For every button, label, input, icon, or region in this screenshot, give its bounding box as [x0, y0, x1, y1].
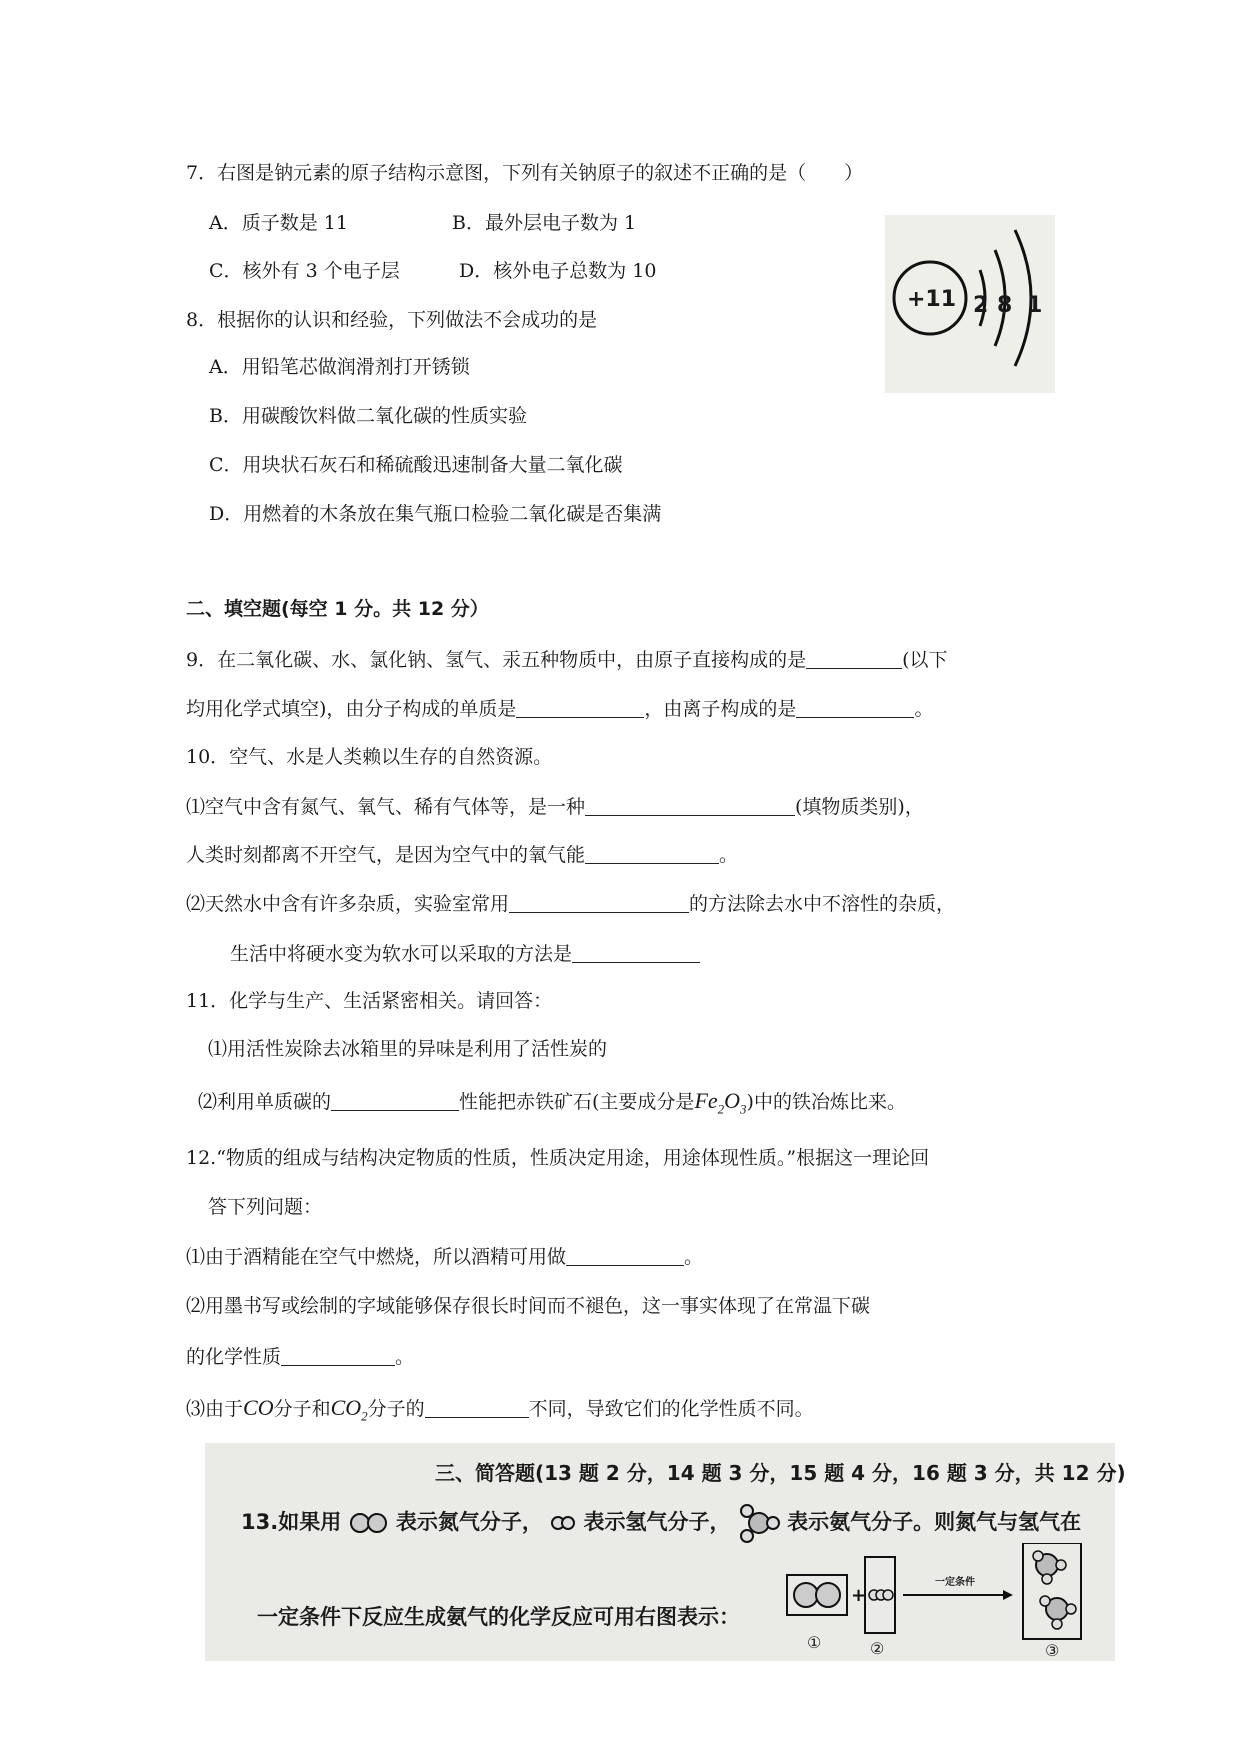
q12-part2-line2 — [186, 1347, 414, 1367]
q10-blank-1[interactable] — [585, 797, 795, 816]
q13-text-2: 表示氮气分子， — [395, 1510, 543, 1534]
q12-text-8: 不同，导致它们的化学性质不同。 — [528, 1398, 814, 1420]
section-3-title: 三、简答题(13 题 2 分，14 题 3 分，15 题 4 分，16 题 3 分，共 12 分) — [435, 1461, 1126, 1485]
q12-line-2: 答下列问题： — [208, 1196, 323, 1218]
nucleus-charge: +11 — [907, 287, 957, 312]
svg-text:+: + — [851, 1585, 867, 1606]
q12-part1 — [186, 1247, 703, 1267]
q9-text-4: ，由离子构成的是 — [644, 698, 797, 720]
ammonia-molecule-icon — [738, 1503, 780, 1543]
q10-text-5: ⑵天然水中含有许多杂质，实验室常用 — [186, 893, 510, 915]
formula-fe2o3: $Fe_2O_3$ — [694, 1088, 747, 1117]
q7-option-a: A．质子数是 11 — [209, 212, 348, 234]
q11-blank-1[interactable] — [331, 1092, 459, 1111]
q11-part1: ⑴用活性炭除去冰箱里的异味是利用了活性炭的 — [208, 1038, 608, 1060]
q12-blank-2[interactable] — [281, 1347, 395, 1366]
q13-line-2: 一定条件下反应生成氨气的化学反应可用右图表示： — [257, 1605, 740, 1629]
q12-part3 — [186, 1397, 814, 1422]
q10-text-2: (填物质类别)， — [795, 796, 924, 818]
q8-option-c: C．用块状石灰石和稀硫酸迅速制备大量二氧化碳 — [209, 454, 623, 476]
q11-stem: 11．化学与生产、生活紧密相关。请回答： — [186, 990, 553, 1012]
q10-blank-3[interactable] — [509, 894, 689, 913]
q10-text-7: 生活中将硬水变为软水可以采取的方法是 — [230, 943, 573, 965]
q10-text-1: ⑴空气中含有氮气、氧气、稀有气体等，是一种 — [186, 796, 586, 818]
q9-blank-2[interactable] — [516, 699, 644, 718]
q10-part1-line2 — [186, 845, 738, 865]
q11-text-3: )中的铁冶炼比来。 — [746, 1091, 906, 1113]
section-2-title: 二、填空题(每空 1 分。共 12 分） — [186, 598, 489, 620]
q10-part2-line2 — [230, 944, 700, 964]
q9-blank-3[interactable] — [796, 699, 914, 718]
q10-text-3: 人类时刻都离不开空气，是因为空气中的氧气能 — [186, 844, 586, 866]
q12-text-1: ⑴由于酒精能在空气中燃烧，所以酒精可用做 — [186, 1246, 567, 1268]
q11-part2 — [198, 1090, 906, 1115]
q12-blank-1[interactable] — [566, 1247, 684, 1266]
q12-text-6: 分子和 — [273, 1398, 331, 1420]
q13-line-1 — [241, 1503, 1081, 1543]
q13-text-1: 13.如果用 — [241, 1510, 342, 1534]
marker-2: ② — [870, 1639, 885, 1658]
reaction-diagram — [785, 1543, 1105, 1655]
q9-text-2: (以下 — [902, 649, 948, 671]
q9-text-1: 9．在二氧化碳、水、氯化钠、氢气、汞五种物质中，由原子直接构成的是 — [186, 649, 807, 671]
q12-text-3: 的化学性质 — [186, 1346, 282, 1368]
marker-1: ① — [807, 1633, 822, 1652]
q13-text-3: 表示氢气分子， — [583, 1510, 731, 1534]
q10-part2-line1 — [186, 894, 955, 914]
reaction-condition-label: 一定条件 — [935, 1577, 975, 1588]
q10-stem: 10．空气、水是人类赖以生存的自然资源。 — [186, 746, 553, 768]
shell-2-count: 8 — [997, 293, 1013, 318]
q9-line-2 — [186, 699, 933, 719]
shell-1-count: 2 — [973, 293, 989, 318]
q12-text-2: 。 — [684, 1246, 704, 1268]
q8-stem: 8．根据你的认识和经验，下列做法不会成功的是 — [186, 309, 598, 331]
q7-option-b: B．最外层电子数为 1 — [452, 212, 637, 234]
q10-blank-2[interactable] — [585, 845, 719, 864]
q8-option-a: A．用铅笔芯做润滑剂打开锈锁 — [209, 356, 470, 378]
q8-option-b: B．用碳酸饮料做二氧化碳的性质实验 — [209, 405, 527, 427]
q12-blank-3[interactable] — [425, 1399, 529, 1418]
q9-text-3: 均用化学式填空)，由分子构成的单质是 — [186, 698, 517, 720]
scanned-section-3 — [205, 1443, 1126, 1661]
q10-part1-line1 — [186, 797, 924, 817]
q8-option-d: D．用燃着的木条放在集气瓶口检验二氧化碳是否集满 — [209, 503, 662, 525]
q9-blank-1[interactable] — [806, 650, 902, 669]
q11-text-2: 性能把赤铁矿石(主要成分是 — [459, 1091, 695, 1113]
q12-part2-line1: ⑵用墨书写或绘制的字域能够保存很长时间而不褪色，这一事实体现了在常温下碳 — [186, 1295, 871, 1317]
q13-text-4: 表示氨气分子。则氮气与氢气在 — [787, 1510, 1082, 1534]
formula-co2: $CO_2$ — [330, 1395, 368, 1424]
q10-blank-4[interactable] — [572, 944, 700, 963]
nitrogen-molecule-icon — [349, 1512, 389, 1534]
q7-option-d: D．核外电子总数为 10 — [459, 260, 657, 282]
q12-text-7: 分子的 — [367, 1398, 425, 1420]
q7-option-c: C．核外有 3 个电子层 — [209, 260, 400, 282]
marker-3: ③ — [1045, 1641, 1060, 1660]
shell-3-count: 1 — [1027, 293, 1043, 318]
sodium-atom-diagram — [885, 215, 1055, 393]
q10-text-4: 。 — [719, 844, 739, 866]
formula-co: CO — [243, 1395, 274, 1420]
hydrogen-molecule-icon — [550, 1515, 576, 1531]
q9-line-1 — [186, 650, 948, 670]
q12-line-1: 12.“物质的组成与结构决定物质的性质，性质决定用途，用途体现性质。”根据这一理论回 — [186, 1147, 930, 1169]
q10-text-6: 的方法除去水中不溶性的杂质， — [689, 893, 956, 915]
q12-text-5: ⑶由于 — [186, 1398, 244, 1420]
q7-stem: 7．右图是钠元素的原子结构示意图，下列有关钠原子的叙述不正确的是（ ） — [186, 162, 864, 184]
q12-text-4: 。 — [395, 1346, 415, 1368]
q11-text-1: ⑵利用单质碳的 — [198, 1091, 332, 1113]
q9-text-5: 。 — [914, 698, 934, 720]
